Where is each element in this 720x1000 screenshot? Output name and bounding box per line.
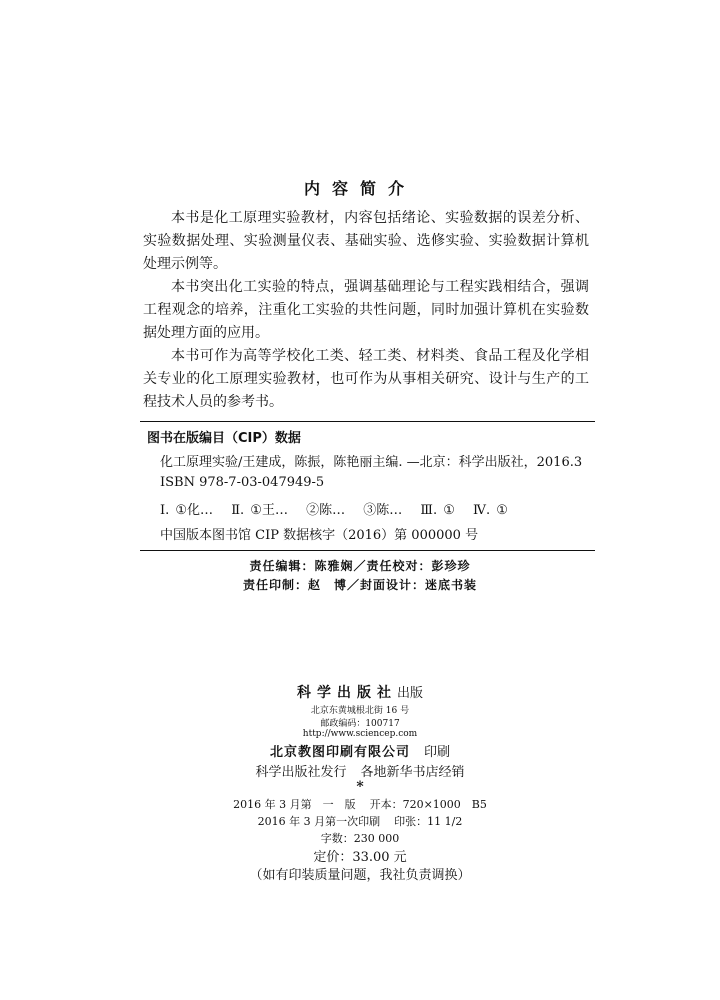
credits-production: 责任印制：赵 博／封面设计：迷底书装: [242, 578, 477, 592]
word-count: 字数：230 000: [320, 832, 400, 845]
publisher-website: http://www.sciencep.com: [302, 729, 418, 739]
publisher-postcode: 邮政编码：100717: [320, 719, 400, 729]
printing-line: [0, 813, 720, 829]
format: 开本：720×1000 B5: [369, 798, 487, 811]
quality-note: （如有印装质量问题，我社负责调换）: [249, 868, 471, 883]
distributor: 科学出版社发行: [255, 765, 347, 780]
intro-paragraph: 本书是化工原理实验教材，内容包括绪论、实验数据的误差分析、实验数据处理、实验测量仪表、基础实验、选修实验、实验数据计算机处理示例等。: [143, 210, 589, 272]
printer-suffix: 印刷: [424, 745, 451, 760]
cip-title-line: 化工原理实验/王建成，陈振，陈艳丽主编. —北京：科学出版社，2016.3: [160, 455, 583, 470]
edition: 2016 年 3 月第 一 版: [233, 798, 356, 811]
sheets: 印张：11 1/2: [394, 815, 463, 828]
intro-title: 内容简介: [303, 179, 416, 198]
intro-paragraph: 本书可作为高等学校化工类、轻工类、材料类、食品工程及化学相关专业的化工原理实验教材，也可作为从事相关研究、设计与生产的工程技术人员的参考书。: [143, 348, 589, 410]
cip-class-item: ③陈…: [363, 503, 403, 518]
cip-isbn: ISBN 978-7-03-047949-5: [160, 475, 325, 490]
cip-class-item: Ⅰ. ①化…: [160, 503, 214, 518]
publisher-suffix: 出版: [396, 686, 423, 701]
divider-bottom: [140, 550, 595, 551]
printer-line: [0, 741, 720, 760]
printing: 2016 年 3 月第一次印刷: [257, 815, 381, 828]
publisher-line: [0, 682, 720, 702]
cip-class-item: Ⅳ. ①: [473, 503, 508, 518]
separator-asterisk: *: [356, 779, 364, 795]
cip-verification: 中国版本图书馆 CIP 数据核字（2016）第 000000 号: [160, 528, 479, 543]
seller: 各地新华书店经销: [360, 765, 465, 780]
cip-class-item: ②陈…: [306, 503, 346, 518]
intro-paragraph: 本书突出化工实验的特点，强调基础理论与工程实践相结合，强调工程观念的培养，注重化工实验的共性问题，同时加强计算机在实验数据处理方面的应用。: [143, 279, 589, 341]
cip-class-item: Ⅲ. ①: [420, 503, 455, 518]
printer-name: 北京教图印刷有限公司: [269, 745, 410, 760]
distribution-line: [0, 761, 720, 780]
publisher-address: 北京东黄城根北街 16 号: [310, 706, 410, 716]
cip-class-item: Ⅱ. ①王…: [231, 503, 288, 518]
credits-editors: 责任编辑：陈雅娴／责任校对：彭珍珍: [249, 559, 471, 573]
cip-heading: 图书在版编目（CIP）数据: [147, 431, 301, 446]
price: 定价：33.00 元: [313, 850, 407, 865]
intro-body: [143, 207, 589, 414]
cip-classification: [160, 499, 520, 518]
divider-top: [140, 421, 595, 422]
edition-line: [0, 796, 720, 812]
publisher-name: 科学出版社: [296, 685, 397, 701]
